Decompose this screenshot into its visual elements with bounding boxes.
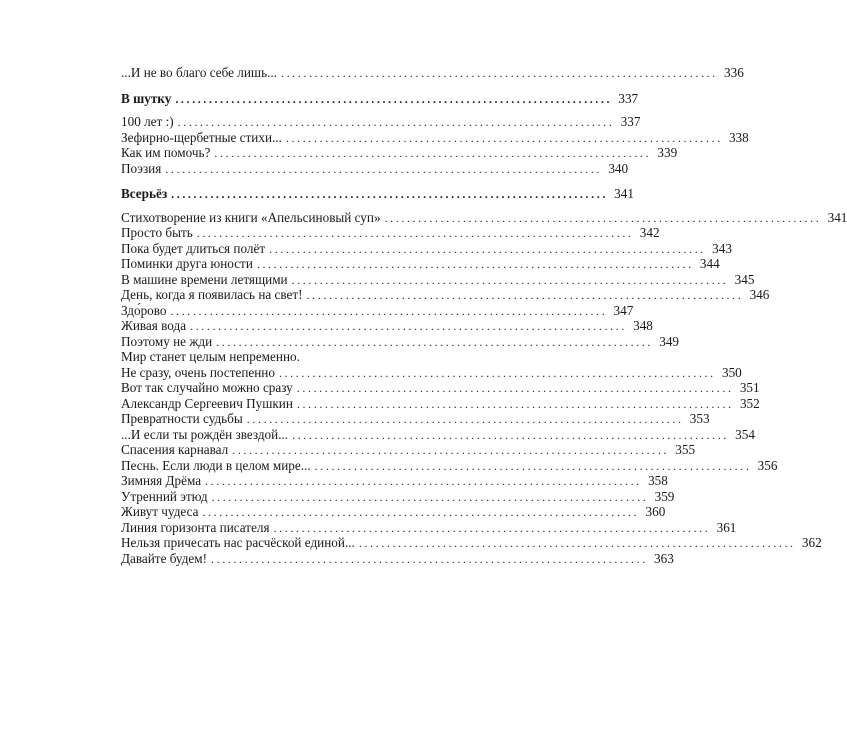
table-of-contents [121, 65, 847, 567]
toc-entry [121, 411, 710, 428]
leader-dots: .............................................................................. [314, 458, 752, 473]
toc-entry [121, 225, 660, 242]
entry-title: Не сразу, очень постепенно [121, 364, 275, 380]
entry-title: Поминки друга юности [121, 256, 253, 271]
toc-entry [121, 256, 720, 273]
entry-page: 352 [739, 395, 760, 411]
toc-entry [121, 504, 666, 521]
entry-title: Мир станет целым непременно. [121, 349, 300, 364]
toc-entry [121, 129, 749, 147]
toc-entry [121, 442, 696, 459]
toc-entry [121, 535, 822, 552]
leader-dots: .............................................................................. [296, 381, 734, 395]
entry-page: 355 [675, 442, 696, 457]
entry-page: 349 [659, 333, 680, 349]
entry-page: 350 [721, 364, 742, 380]
leader-dots: .............................................................................. [190, 319, 627, 333]
entry-page: 363 [654, 550, 674, 566]
section-heading [121, 186, 634, 203]
toc-entry [121, 395, 760, 413]
entry-title: Стихотворение из книги «Апельсиновый суп» [121, 209, 381, 225]
leader-dots: .............................................................................. [285, 130, 723, 145]
entry-title: Здо́рово [121, 302, 167, 318]
entry-page: 361 [716, 519, 737, 535]
leader-dots: .............................................................................. [232, 443, 670, 457]
toc-entry [121, 426, 755, 444]
section-entries [121, 114, 749, 177]
entry-title: Спасения карнавал [121, 442, 229, 457]
entry-title: Превратности судьбы [121, 411, 243, 426]
leader-dots: .............................................................................. [296, 396, 734, 411]
entry-page: 348 [633, 318, 653, 333]
leader-dots: .............................................................................. [280, 66, 718, 80]
entry-page: 356 [757, 457, 778, 473]
entry-title: Александр Сергеевич Пушкин [121, 395, 293, 411]
entry-page: 344 [699, 256, 720, 271]
leader-dots: .............................................................................. [256, 257, 694, 271]
section-page: 337 [618, 90, 639, 106]
entry-title: Давайте будем! [121, 550, 207, 566]
entry-page: 351 [739, 380, 760, 395]
leader-dots: .............................................................................. [177, 115, 615, 129]
toc-entry [121, 302, 634, 320]
leader-dots: .............................................................................. [211, 489, 649, 504]
leader-dots: .............................................................................. [273, 520, 711, 535]
toc-entry [121, 287, 770, 304]
leader-dots: .............................................................................. [214, 146, 652, 160]
leader-dots: .............................................................................. [246, 412, 684, 426]
entry-page: 358 [648, 473, 668, 488]
section-entries [121, 209, 847, 351]
toc-entry [121, 114, 641, 131]
toc-entry [121, 364, 742, 382]
leader-dots: .............................................................................. [175, 91, 613, 106]
entry-page: 346 [749, 287, 770, 302]
entry-title: Как им помочь? [121, 145, 211, 160]
toc-entry [121, 240, 732, 258]
entry-page: 340 [608, 160, 629, 176]
entry-page: 353 [689, 411, 710, 426]
toc-entry [121, 457, 778, 475]
leader-dots: .............................................................................. [278, 365, 716, 380]
leader-dots: .............................................................................. [170, 303, 608, 318]
entry-title: Пока будет длиться полёт [121, 240, 266, 256]
entry-page: 336 [724, 65, 744, 80]
leader-dots: .............................................................................. [171, 187, 608, 201]
leader-dots: .............................................................................. [202, 505, 640, 519]
toc-entry [121, 333, 680, 351]
leader-dots: .............................................................................. [358, 536, 796, 550]
leader-dots: .............................................................................. [384, 210, 822, 225]
entry-title: Линия горизонта писателя [121, 519, 270, 535]
entry-title: День, когда я появилась на свет! [121, 287, 303, 302]
entry-page: 342 [639, 225, 660, 240]
entry-title: Утренний этюд [121, 488, 208, 504]
entry-page: 343 [712, 240, 732, 256]
entry-page: 339 [657, 145, 678, 160]
entry-title: Живая вода [121, 318, 187, 333]
entry-title: Вот так случайно можно сразу [121, 380, 293, 395]
entry-title: Поэзия [121, 160, 162, 176]
entry-page: 362 [801, 535, 822, 550]
entry-page: 341 [827, 209, 847, 225]
leader-dots: .............................................................................. [269, 241, 706, 256]
entry-title: Зефирно-щербетные стихи... [121, 129, 282, 145]
entry-page: 360 [645, 504, 666, 519]
entry-title: Нельзя причесать нас расчёской единой... [121, 535, 355, 550]
toc-entry [121, 488, 675, 506]
entry-title: Зимняя Дрёма [121, 473, 202, 488]
toc-entry [121, 209, 847, 227]
leader-dots: .............................................................................. [211, 551, 648, 566]
toc-entry [121, 473, 668, 490]
entry-title: В машине времени летящими [121, 271, 288, 287]
entry-page: 359 [654, 488, 675, 504]
leader-dots: .............................................................................. [306, 288, 744, 302]
entry-page: 345 [734, 271, 755, 287]
entry-title: ...И не во благо себе лишь... [121, 65, 277, 80]
section-heading [121, 90, 639, 108]
entry-title: Поэтому не жди [121, 333, 213, 349]
toc-entry [121, 318, 653, 335]
entry-title: Песнь. Если люди в целом мире... [121, 457, 311, 473]
section-entries [121, 364, 822, 568]
entry-title: Просто быть [121, 225, 193, 240]
toc-entry [121, 271, 755, 289]
toc-entry [121, 380, 760, 397]
entry-title: Живут чудеса [121, 504, 199, 519]
leader-dots: .............................................................................. [216, 334, 654, 349]
toc-entry [121, 145, 678, 162]
leader-dots: .............................................................................. [205, 474, 642, 488]
leader-dots: .............................................................................. [291, 272, 729, 287]
toc-entry [121, 65, 744, 82]
toc-entry [121, 519, 737, 537]
toc-entry [121, 160, 629, 178]
leader-dots: .............................................................................. [292, 427, 729, 442]
entry-page: 338 [728, 129, 749, 145]
section-page: 341 [614, 186, 634, 201]
entry-page: 337 [620, 114, 641, 129]
leader-dots: .............................................................................. [196, 226, 634, 240]
section-title: В шутку [121, 90, 172, 106]
section-title: Всерьёз [121, 186, 168, 201]
entry-page: 347 [613, 302, 634, 318]
toc-entry [121, 550, 674, 568]
toc-entry-first-line [121, 350, 470, 366]
leader-dots: .............................................................................. [165, 161, 603, 176]
entry-page: 354 [735, 426, 755, 442]
entry-title: ...И если ты рождён звездой... [121, 426, 289, 442]
entry-title: 100 лет :) [121, 114, 174, 129]
